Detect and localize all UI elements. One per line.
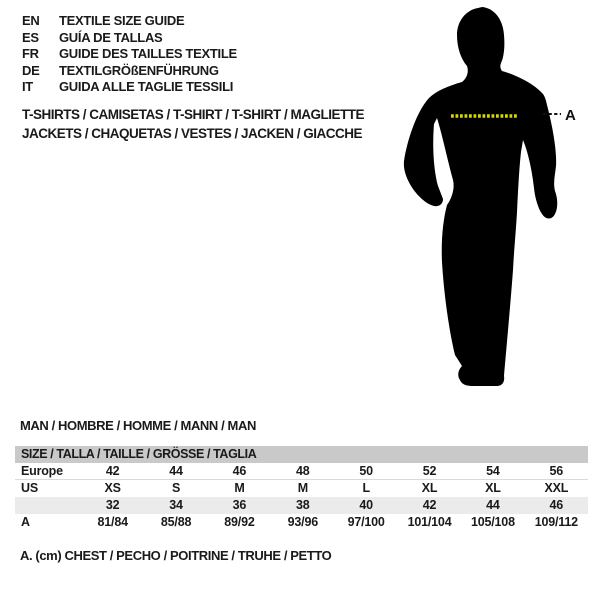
language-label: TEXTILGRÖßENFÜHRUNG	[59, 62, 219, 78]
table-row	[15, 497, 588, 514]
language-label: GUÍA DE TALLAS	[59, 29, 163, 45]
language-row	[22, 79, 237, 96]
language-row	[22, 13, 237, 30]
language-code: DE	[22, 62, 40, 78]
size-cell: 38	[296, 498, 310, 512]
size-table-body	[15, 463, 588, 531]
language-label: GUIDA ALLE TAGLIE TESSILI	[59, 79, 234, 95]
language-code: FR	[22, 46, 39, 62]
man-silhouette-figure	[400, 0, 600, 420]
size-cell: XL	[421, 481, 438, 495]
size-cell: 89/92	[224, 515, 255, 529]
category-titles	[22, 106, 364, 143]
size-cell: S	[171, 481, 181, 495]
language-code: EN	[22, 13, 40, 28]
size-table	[15, 446, 588, 531]
size-cell: 54	[486, 464, 500, 478]
size-cell: 44	[169, 464, 183, 478]
size-cell: 44	[486, 498, 500, 512]
language-label: TEXTILE SIZE GUIDE	[59, 13, 185, 28]
footnote-chest: A. (cm) CHEST / PECHO / POITRINE / TRUHE / PETTO	[20, 548, 332, 563]
size-cell: 34	[169, 498, 183, 512]
size-cell: 93/96	[287, 515, 318, 529]
size-cell: 36	[232, 498, 247, 512]
language-row	[22, 63, 237, 80]
table-row	[15, 480, 588, 497]
size-cell: 42	[105, 464, 120, 478]
category-line-jackets: JACKETS / CHAQUETAS / VESTES / JACKEN / GIACCHE	[22, 125, 363, 141]
size-cell: 56	[549, 464, 564, 478]
language-list	[22, 13, 237, 96]
section-title-man: MAN / HOMBRE / HOMME / MANN / MAN	[20, 418, 256, 433]
size-cell: 46	[232, 464, 247, 478]
man-silhouette	[404, 7, 557, 386]
language-code: IT	[22, 79, 33, 95]
size-cell: M	[297, 481, 308, 495]
size-cell: XXL	[544, 481, 569, 495]
size-cell: L	[362, 481, 370, 495]
row-label	[15, 497, 81, 514]
category-line-tshirts: T-SHIRTS / CAMISETAS / T-SHIRT / T-SHIRT / MAGLIETTE	[22, 107, 365, 122]
size-cell: 46	[549, 498, 564, 512]
size-cell: 40	[359, 498, 373, 512]
size-cell: 101/104	[407, 515, 452, 529]
size-cell: 85/88	[160, 515, 192, 529]
size-cell: 42	[422, 498, 437, 512]
row-label: US	[21, 481, 38, 495]
table-row	[15, 463, 588, 480]
language-label: GUIDE DES TAILLES TEXTILE	[59, 46, 237, 62]
row-label: A	[21, 515, 30, 529]
size-table-header: SIZE / TALLA / TAILLE / GRÖSSE / TAGLIA	[15, 446, 588, 463]
size-cell: M	[234, 481, 245, 495]
row-label: Europe	[21, 464, 63, 478]
measure-label-a: A	[565, 107, 576, 124]
size-cell: XL	[485, 481, 501, 495]
language-code: ES	[22, 29, 39, 45]
size-cell: 32	[105, 498, 120, 512]
language-row	[22, 46, 237, 63]
size-cell: 81/84	[97, 515, 128, 529]
size-cell: 50	[359, 464, 373, 478]
size-cell: 97/100	[347, 515, 385, 529]
size-cell: 105/108	[471, 515, 515, 529]
table-row	[15, 514, 588, 531]
size-cell: 109/112	[534, 515, 578, 529]
size-cell: 48	[296, 464, 310, 478]
size-cell: XS	[104, 481, 121, 495]
language-row	[22, 30, 237, 47]
size-cell: 52	[422, 464, 437, 478]
